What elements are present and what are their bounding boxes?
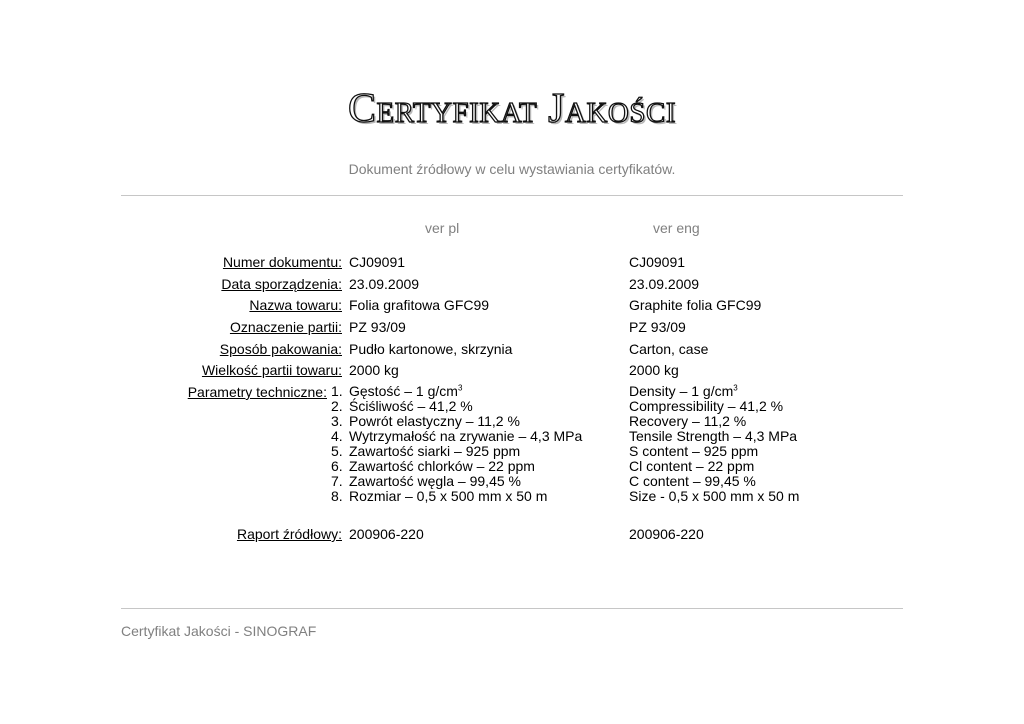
date-pl: 23.09.2009 [349,276,420,292]
parameter-item: Compressibility – 41,2 % [629,398,784,414]
document-number-label: Numer dokumentu: [222,254,342,270]
batch-size-label: Wielkość partii towaru: [201,362,342,378]
parameter-item: 2. Ściśliwość – 41,2 % [331,398,473,414]
batch-size-en: 2000 kg [629,362,679,378]
source-report-pl: 200906-220 [349,526,424,542]
source-report-en: 200906-220 [629,526,704,542]
packaging-label: Sposób pakowania: [219,341,342,357]
parameter-item: 5. Zawartość siarki – 925 ppm [331,443,521,459]
batch-pl: PZ 93/09 [349,319,406,335]
parameter-item: 7. Zawartość węgla – 99,45 % [331,473,521,489]
parameter-item: 6. Zawartość chlorków – 22 ppm [331,458,535,474]
parameters-list-en [629,384,799,504]
header-divider [121,195,903,196]
column-header-eng: ver eng [653,220,700,236]
footer-divider [121,608,903,609]
parameter-item: Size - 0,5 x 500 mm x 50 m [629,488,800,504]
batch-en: PZ 93/09 [629,319,686,335]
source-report-label: Raport źródłowy: [236,526,342,542]
parameter-item: Cl content – 22 ppm [629,458,755,474]
parameters-list-pl [331,384,582,504]
batch-label: Oznaczenie partii: [229,319,342,335]
product-name-pl: Folia grafitowa GFC99 [349,297,490,313]
footer-text: Certyfikat Jakości - SINOGRAF [121,623,317,639]
document-number-pl: CJ09091 [349,254,406,270]
document-subtitle: Dokument źródłowy w celu wystawiania certyfikatów. [348,161,676,177]
product-name-label: Nazwa towaru: [249,297,342,313]
parameter-item: Recovery – 11,2 % [629,413,747,429]
parameter-item: 8. Rozmiar – 0,5 x 500 mm x 50 m [331,488,548,504]
date-en: 23.09.2009 [629,276,700,292]
parameter-item: 4. Wytrzymałość na zrywanie – 4,3 MPa [331,428,583,444]
date-label: Data sporządzenia: [221,276,342,292]
parameter-item: C content – 99,45 % [629,473,756,489]
parameter-item: 1. Gęstość – 1 $g/cm^3$ [331,383,463,399]
product-name-en: Graphite folia GFC99 [629,297,762,313]
column-header-pl: ver pl [425,220,460,236]
parameter-item: 3. Powrót elastyczny – 11,2 % [331,413,520,429]
parameter-item: Density – 1 $g/cm^3$ [629,383,738,399]
parameters-label: Parametry techniczne: [187,384,327,400]
document-title: Certyfikat Jakości [348,86,676,132]
parameter-item: S content – 925 ppm [629,443,759,459]
packaging-en: Carton, case [629,341,709,357]
batch-size-pl: 2000 kg [349,362,399,378]
parameter-item: Tensile Strength – 4,3 MPa [629,428,798,444]
document-number-en: CJ09091 [629,254,686,270]
packaging-pl: Pudło kartonowe, skrzynia [349,341,513,357]
